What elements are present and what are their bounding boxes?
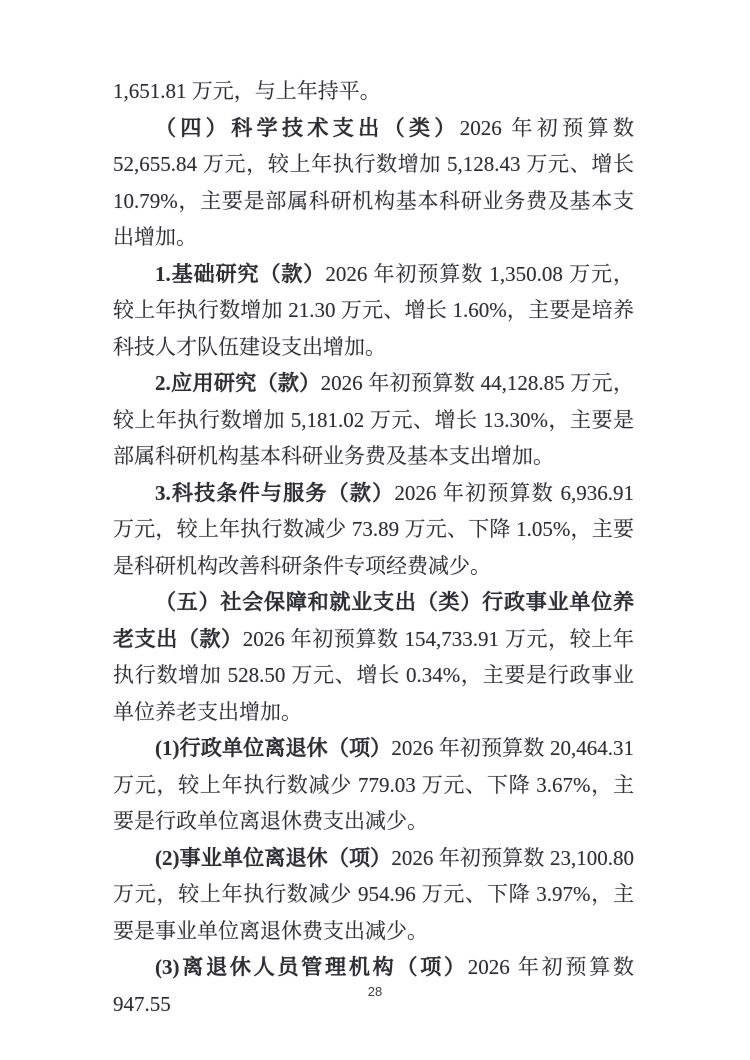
paragraph-text: 2026 年初预算数 20,464.31 万元，较上年执行数减少 779.03 万元、下降 3.67%，主要是行政单位离退休费支出减少。 xyxy=(113,736,634,833)
page-footer xyxy=(0,982,750,1002)
paragraph xyxy=(113,73,634,110)
paragraph xyxy=(113,475,634,585)
paragraph-text: 2026 年初预算数 947.55 xyxy=(113,955,634,1016)
paragraph-text: 2026 年初预算数 154,733.91 万元，较上年执行数增加 528.50 万元、增长 0.34%，主要是行政事业单位养老支出增加。 xyxy=(113,626,635,724)
document-body xyxy=(113,73,634,1022)
paragraph xyxy=(113,584,634,730)
paragraph-text: 2026 年初预算数 23,100.80 万元，较上年执行数减少 954.96 万元、下降 3.97%，主要是事业单位离退休费支出减少。 xyxy=(113,845,634,943)
paragraph-text: 1,651.81 万元，与上年持平。 xyxy=(113,79,381,103)
paragraph-heading: (3)离退休人员管理机构（项） xyxy=(155,955,468,979)
paragraph xyxy=(113,256,634,366)
paragraph-text: 2026 年初预算数 1,350.08 万元，较上年执行数增加 21.30 万元、增长 1.60%，主要是培养科技人才队伍建设支出增加。 xyxy=(113,261,635,359)
paragraph-heading: (1)行政单位离退休（项） xyxy=(155,736,392,760)
paragraph xyxy=(113,365,634,475)
paragraph xyxy=(113,730,634,840)
paragraph-text: 2026 年初预算数 44,128.85 万元，较上年执行数增加 5,181.02 万元、增长 13.30%，主要是部属科研机构基本科研业务费及基本支出增加。 xyxy=(113,371,635,468)
page-number: 28 xyxy=(367,984,383,999)
paragraph-text: 2026 年初预算数 6,936.91 万元，较上年执行数减少 73.89 万元、下降 1.05%，主要是科研机构改善科研条件专项经费减少。 xyxy=(113,480,635,578)
paragraph-heading: （五）社会保障和就业支出（类）行政事业单位养老支出（款） xyxy=(113,590,634,651)
paragraph xyxy=(113,110,634,256)
paragraph-heading: 3.科技条件与服务（款） xyxy=(155,480,395,505)
paragraph-heading: （四）科学技术支出（类） xyxy=(155,115,460,140)
paragraph-heading: 2.应用研究（款） xyxy=(155,371,321,395)
paragraph-text: 2026 年初预算数 52,655.84 万元，较上年执行数增加 5,128.43 万元、增长 10.79%，主要是部属科研机构基本科研业务费及基本支出增加。 xyxy=(113,115,635,249)
paragraph-heading: 1.基础研究（款） xyxy=(155,261,326,286)
paragraph-heading: (2)事业单位离退休（项） xyxy=(155,845,392,870)
paragraph xyxy=(113,840,634,950)
